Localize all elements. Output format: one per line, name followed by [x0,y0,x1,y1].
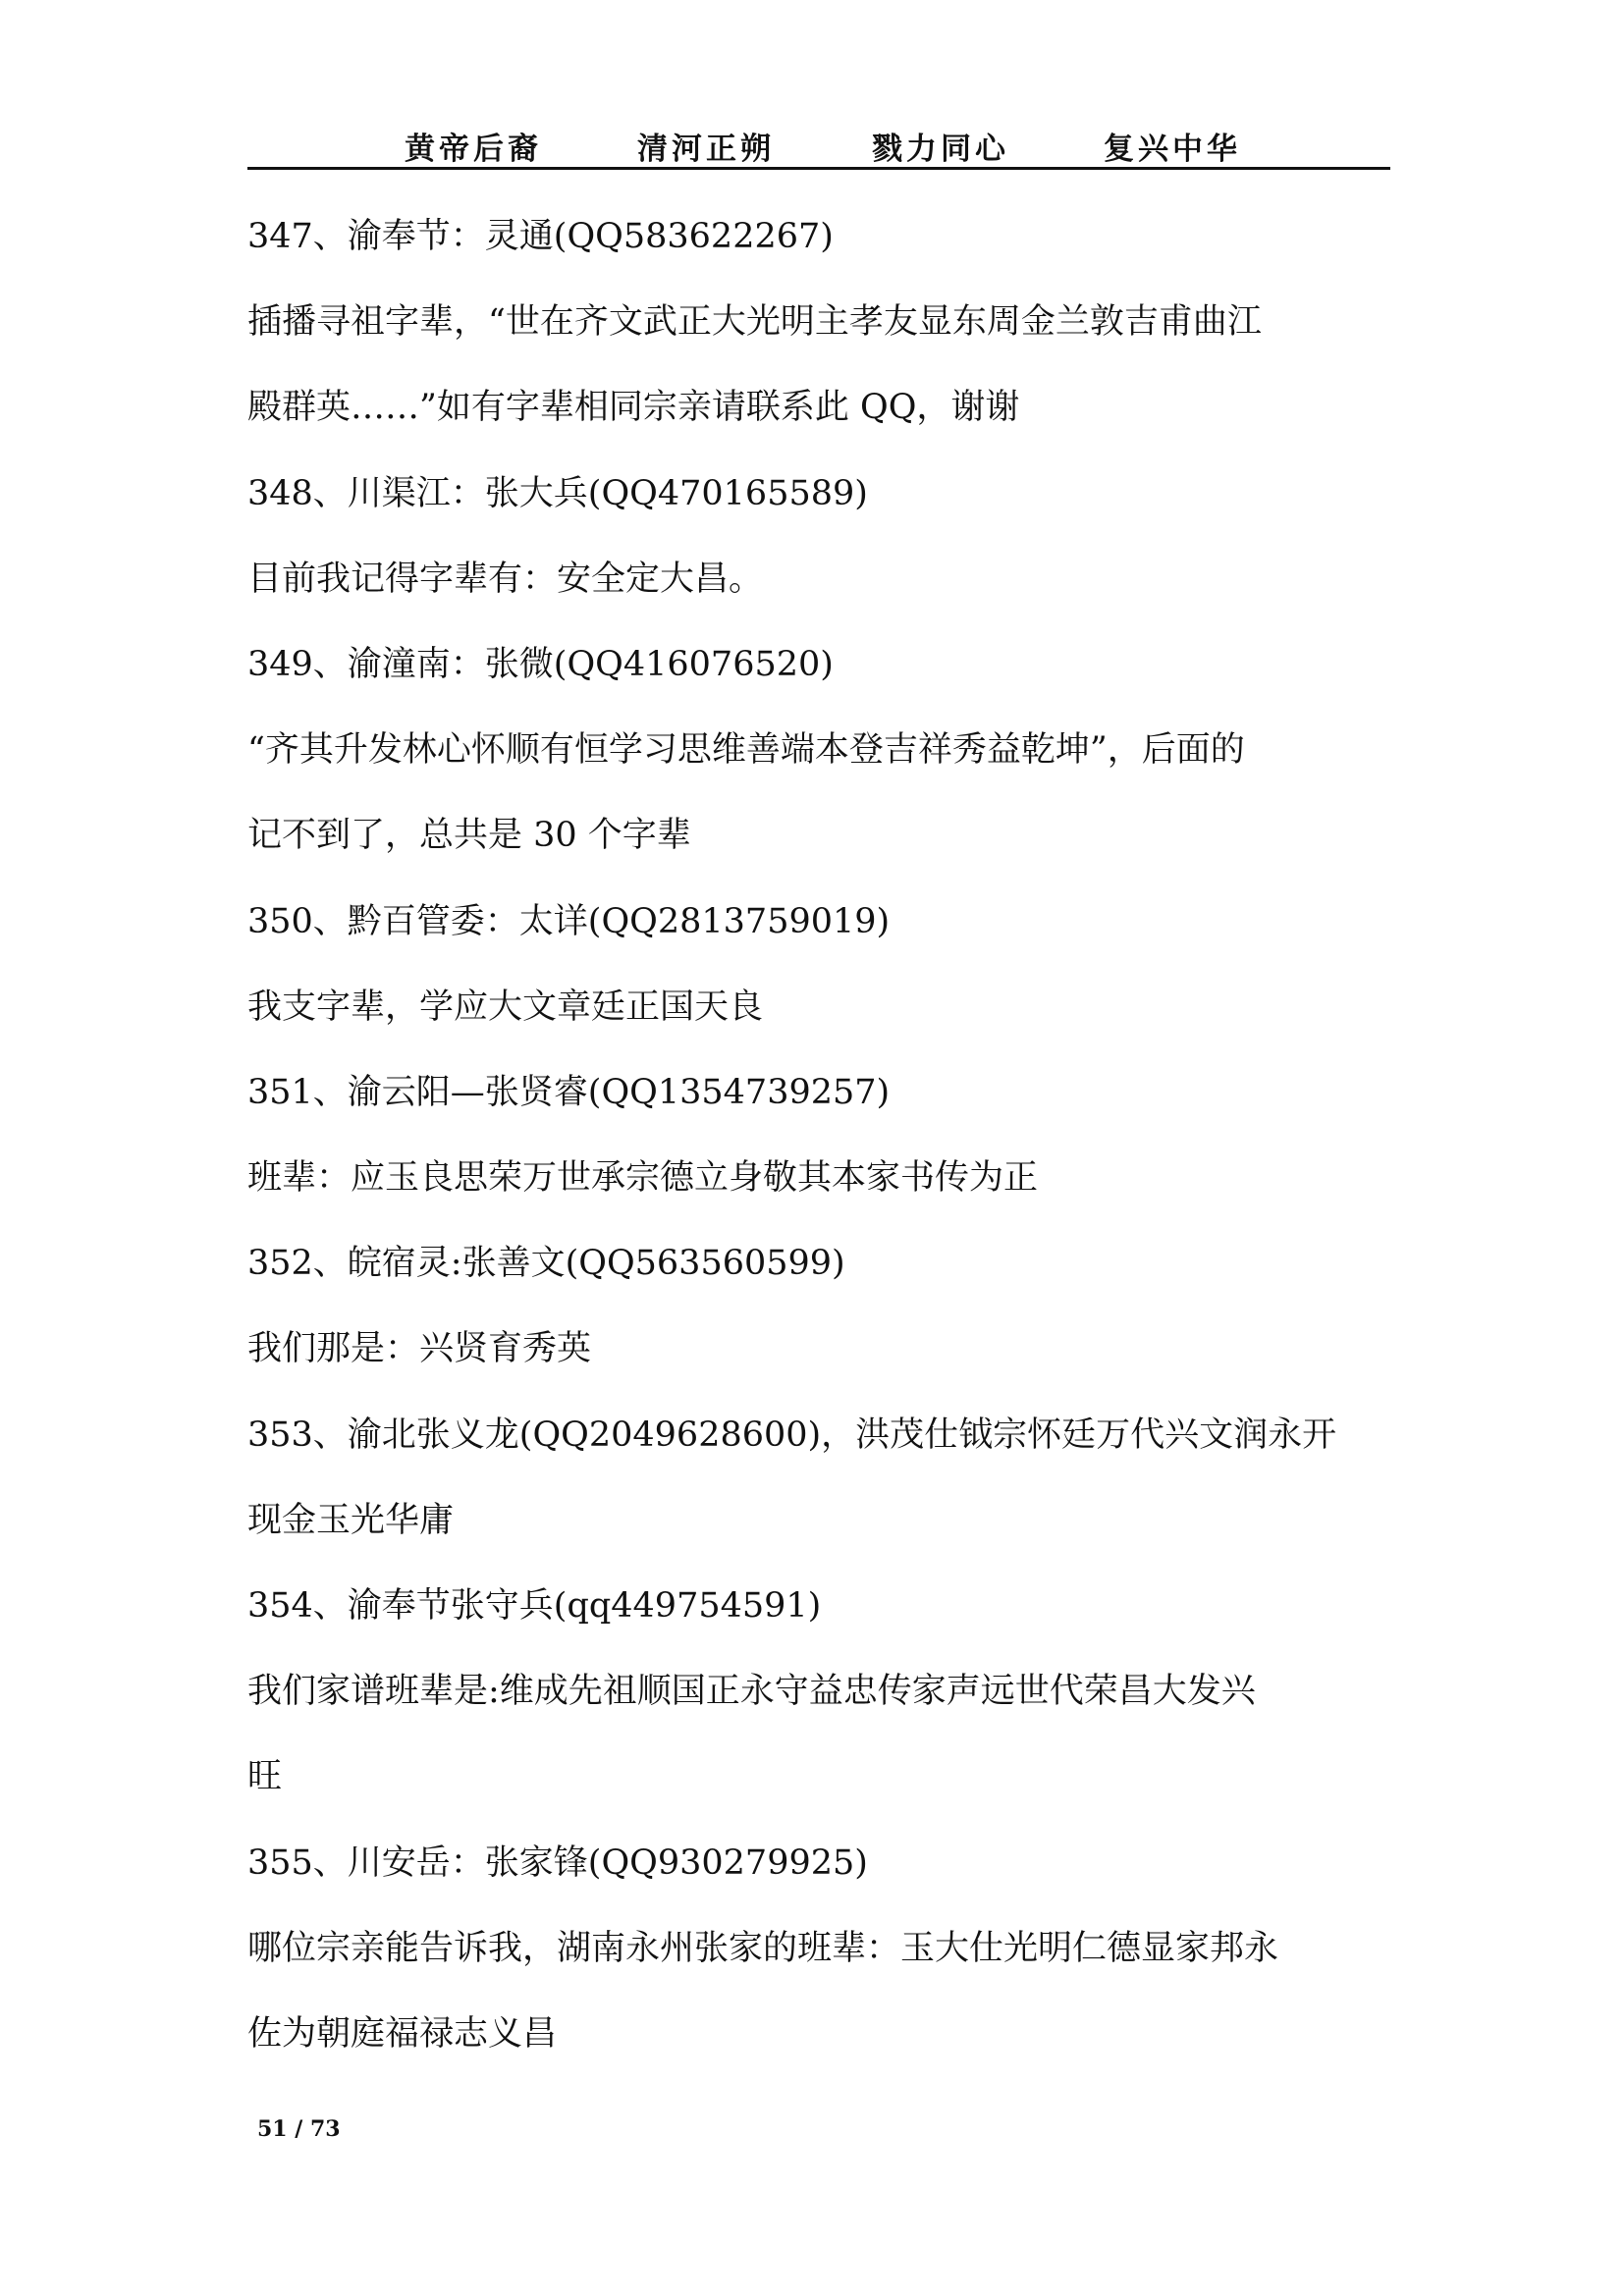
text-line: 班辈：应玉良思荣万世承宗德立身敬其本家书传为正 [247,1158,1039,1199]
header-motto-1: 黄帝后裔 [405,132,542,167]
document-body [247,194,1396,2077]
text-line: 349、渝潼南：张微(QQ416076520) [247,644,834,684]
header-motto-4: 复兴中华 [1104,132,1241,167]
page-header [247,118,1390,170]
text-line: 目前我记得字辈有：安全定大昌。 [247,559,764,599]
text-line: 旺 [247,1757,283,1797]
text-line: 我们家谱班辈是:维成先祖顺国正永守益忠传家声远世代荣昌大发兴 [247,1672,1256,1712]
text-line: 355、川安岳：张家锋(QQ930279925) [247,1842,868,1883]
text-line: 记不到了，总共是 30 个字辈 [247,816,691,856]
text-line: 佐为朝庭福禄志义昌 [247,2013,558,2054]
header-motto-2: 清河正朔 [637,132,775,167]
text-line: 352、皖宿灵:张善文(QQ563560599) [247,1244,845,1284]
text-line: 现金玉光华庸 [247,1500,455,1540]
text-line: 我支字辈，学应大文章廷正国天良 [247,987,764,1027]
text-line: 殿群英……”如有字辈相同宗亲请联系此 QQ，谢谢 [247,388,1020,428]
text-line: 哪位宗亲能告诉我，湖南永州张家的班辈：玉大仕光明仁德显家邦永 [247,1928,1279,1968]
text-line: 我们那是：兴贤育秀英 [247,1329,592,1369]
text-line: 350、黔百管委：太详(QQ2813759019) [247,901,891,941]
text-line: “齐其升发林心怀顺有恒学习思维善端本登吉祥秀益乾坤”，后面的 [247,730,1245,771]
text-line: 348、川渠江：张大兵(QQ470165589) [247,473,868,513]
text-line: 354、渝奉节张守兵(qq449754591) [247,1586,822,1626]
text-line: 插播寻祖字辈，“世在齐文武正大光明主孝友显东周金兰敦吉甫曲江 [247,302,1262,343]
page-number: 51 / 73 [257,2116,341,2142]
header-motto-3: 戮力同心 [872,132,1009,167]
text-line: 351、渝云阳—张贤睿(QQ1354739257) [247,1072,891,1112]
text-line: 353、渝北张义龙(QQ2049628600)，洪茂仕钺宗怀廷万代兴文润永开 [247,1415,1337,1455]
text-line: 347、渝奉节：灵通(QQ583622267) [247,217,834,256]
